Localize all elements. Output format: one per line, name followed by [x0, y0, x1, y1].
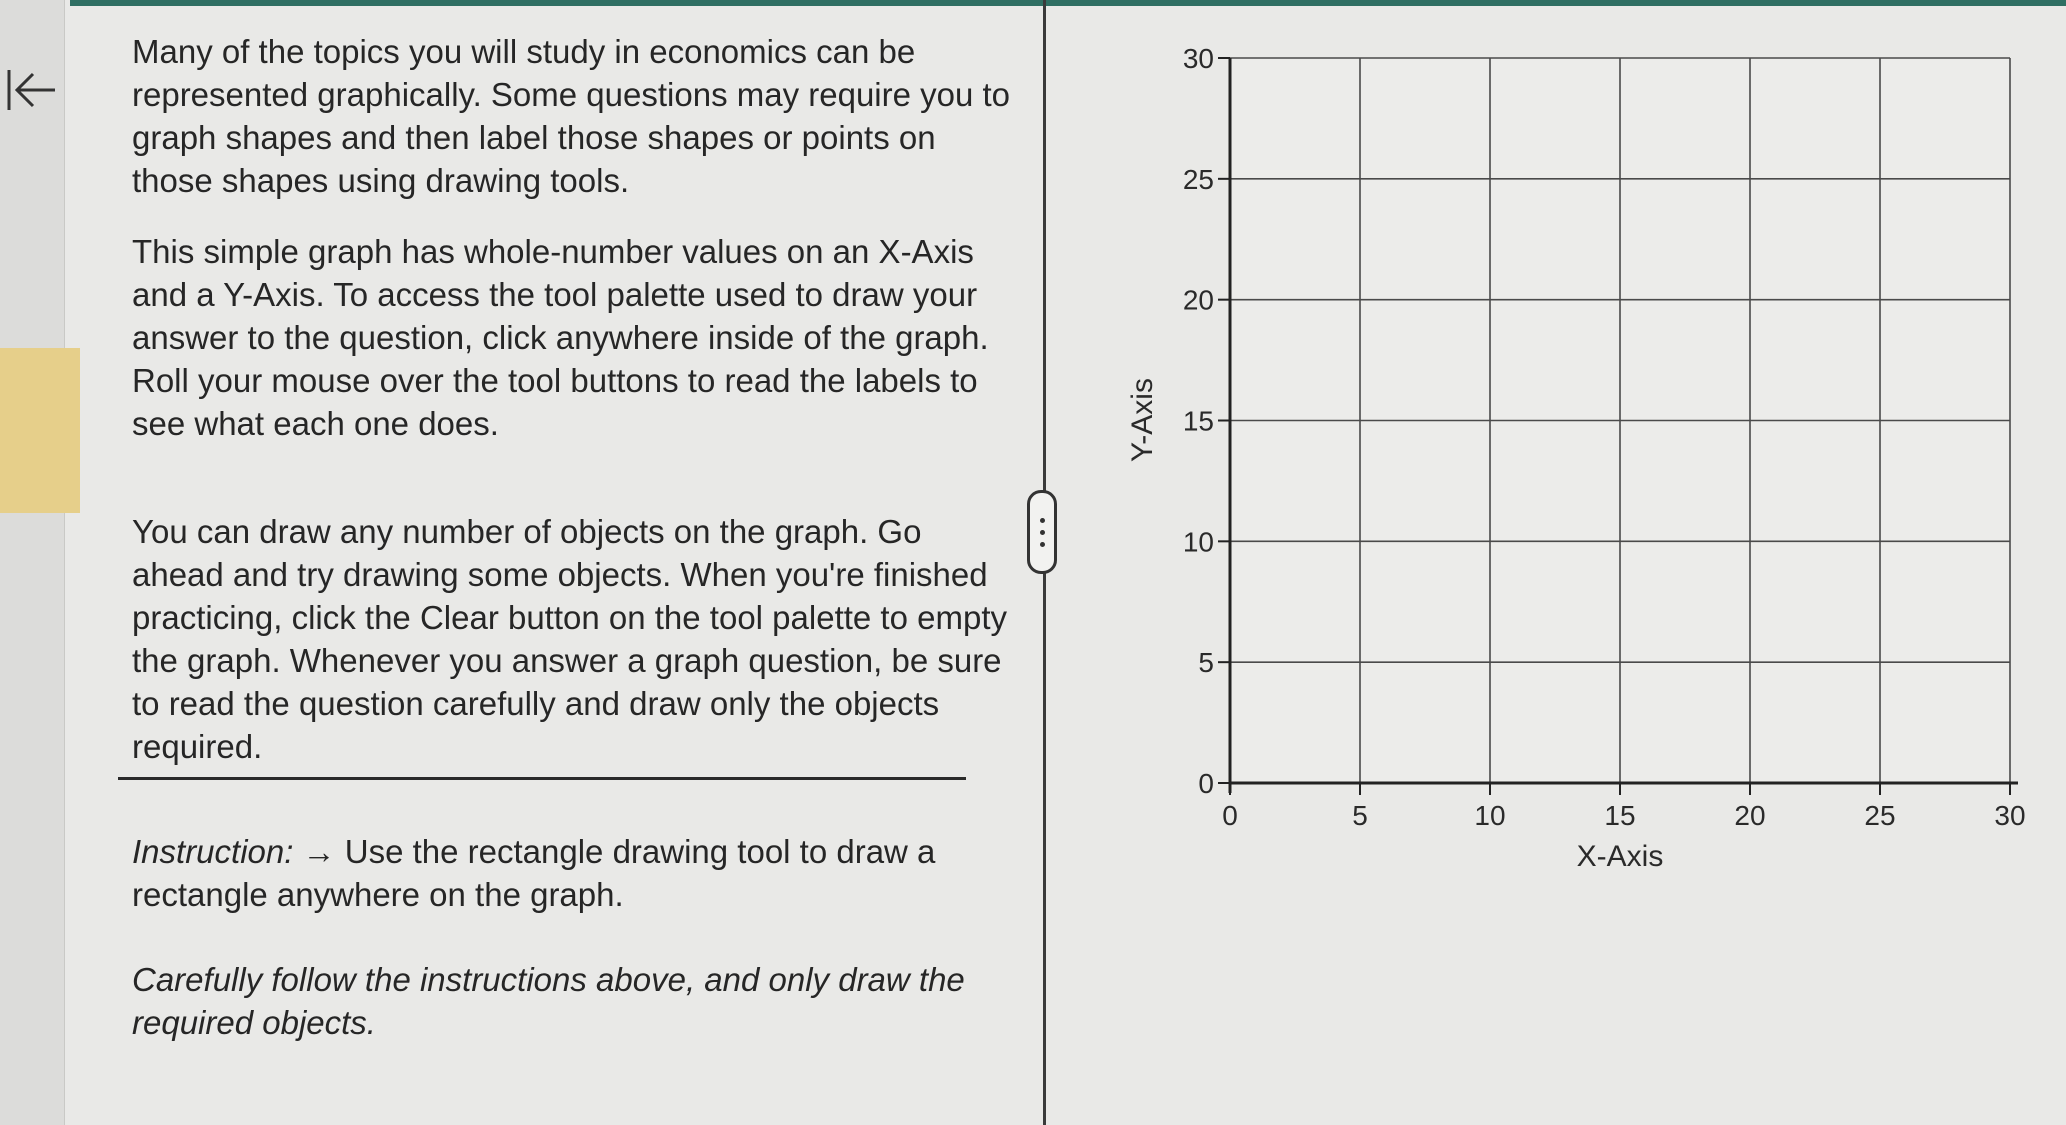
y-tick-label: 20: [1182, 284, 1214, 316]
y-tick-label: 0: [1198, 768, 1214, 799]
x-axis-label: X-Axis: [1576, 840, 1664, 873]
y-tick-label: 25: [1182, 163, 1214, 195]
x-tick-label: 30: [1994, 800, 2026, 831]
instruction-paragraph: [132, 830, 1012, 916]
x-tick-label: 20: [1734, 800, 1766, 831]
drawing-help-paragraph: You can draw any number of objects on the graph. Go ahead and try drawing some objects. When you're finished practicing, click the Clear button on the tool palette to empty the graph. Whenever you answer a graph question, be sure to read the question carefully and draw only the objects required.: [132, 513, 1007, 765]
x-tick-label: 10: [1474, 800, 1506, 831]
y-tick-label: 10: [1182, 526, 1214, 558]
instruction-text: Use the rectangle drawing tool to draw a rectangle anywhere on the graph.: [132, 833, 936, 913]
y-tick-label: 30: [1182, 43, 1214, 74]
splitter-handle[interactable]: [1027, 490, 1057, 574]
graph-help-paragraph: This simple graph has whole-number values on an X-Axis and a Y-Axis. To access the tool palette used to draw your answer to the question, click anywhere inside of the graph. Roll your mouse over the tool buttons to read the labels to see what each one does.: [132, 233, 989, 442]
left-rail: [0, 0, 65, 1125]
back-button[interactable]: [0, 60, 62, 120]
careful-note: Carefully follow the instructions above, and only draw the required objects.: [132, 961, 965, 1041]
graph-canvas[interactable]: [1090, 0, 2066, 900]
x-tick-label: 5: [1352, 800, 1368, 831]
y-tick-label: 15: [1182, 405, 1214, 437]
x-tick-label: 25: [1864, 800, 1896, 831]
x-tick-label: 0: [1222, 800, 1238, 831]
graph-area[interactable]: [1090, 0, 2066, 900]
section-divider: [118, 777, 966, 780]
intro-paragraph: Many of the topics you will study in economics can be represented graphically. Some questions may require you to graph shapes and then label those shapes or points on those shapes using drawing tools.: [132, 33, 1011, 199]
instructions-panel: [100, 0, 1040, 1125]
arrow-left-bar-icon: [3, 65, 59, 115]
y-axis-label: Y-Axis: [1126, 378, 1159, 462]
y-tick-label: 5: [1198, 647, 1214, 679]
instruction-label: Instruction: →: [132, 833, 336, 870]
x-tick-label: 15: [1604, 800, 1636, 831]
vertical-dots-handle-icon: [1040, 518, 1045, 523]
rail-highlight: [0, 348, 80, 513]
